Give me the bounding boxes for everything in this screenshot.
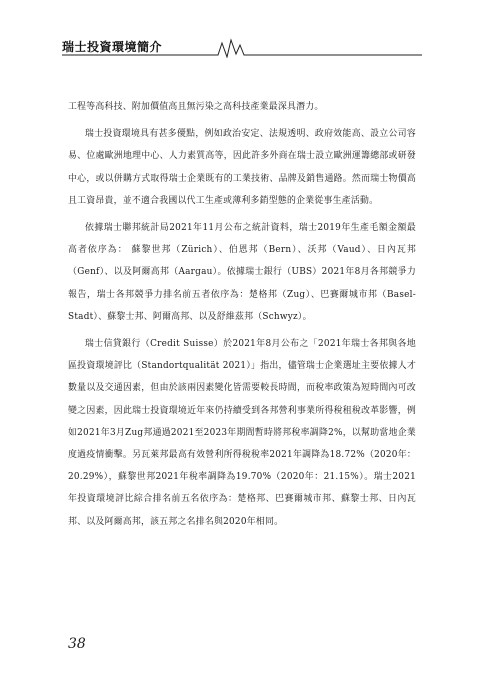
body-text xyxy=(68,96,416,533)
paragraph: 依據瑞士聯邦統計局2021年11月公布之統計資料，瑞士2019年生產毛額金額最高者依序為： 蘇黎世邦（Zürich）、伯恩邦（Bern）、沃邦（Vaud）、日內瓦邦（Genf）、以及阿爾高邦（Aargau）。依據瑞士銀行（UBS）2021年8月各邦競爭力報告，瑞士各邦競爭力排名前五者依序為：楚格邦（Zug）、巴賽爾城市邦（Basel-Stadt）、蘇黎士邦、阿爾高邦、以及舒維茲邦（Schwyz）。 xyxy=(68,223,416,322)
page-number: 38 xyxy=(68,636,86,652)
paragraph: 瑞士投資環境具有甚多優點，例如政治安定、法規透明、政府效能高、設立公司容易、位處歐洲地理中心、人力素質高等，因此許多外商在瑞士設立歐洲運籌總部或研發中心，或以併購方式取得瑞士企業既有的工業技術、品牌及銷售通路。然而瑞士物價高且工資昂貴，並不適合我國以代工生產或薄利多銷型態的企業從事生產活動。 xyxy=(68,129,416,206)
running-header xyxy=(62,34,422,58)
header-title: 瑞士投資環境簡介 xyxy=(62,40,163,54)
paragraph: 瑞士信貸銀行（Credit Suisse）於2021年8月公布之「2021年瑞士各邦與各地區投資環境評比（Standortqualität 2021）」指出，儘管瑞士企業選址主要依據人才數量以及交通因素，但由於該兩因素變化皆需要較長時間，而稅率政策為短時間內可改變之因素，因此瑞士投資環境近年來仍持續受到各邦營利事業所得稅租稅改革影響，例如2021年3月Zug邦通過2021至2023年期間暫時將邦稅率調降2%，以幫助當地企業度過疫情衝擊。另瓦萊邦最高有效營利所得稅稅率2021年調降為18.72%（2020年：20.29%），蘇黎世邦2021年稅率調降為19.70%（2020年：21.15%）。瑞士2021年投資環境評比綜合排名前五名依序為：楚格邦、巴賽爾城市邦、蘇黎士邦、日內瓦邦、以及阿爾高邦，該五邦之名排名與2020年相同。 xyxy=(68,339,416,527)
paragraph: 工程等高科技、附加價值高且無污染之高科技產業最深具潛力。 xyxy=(68,102,324,112)
